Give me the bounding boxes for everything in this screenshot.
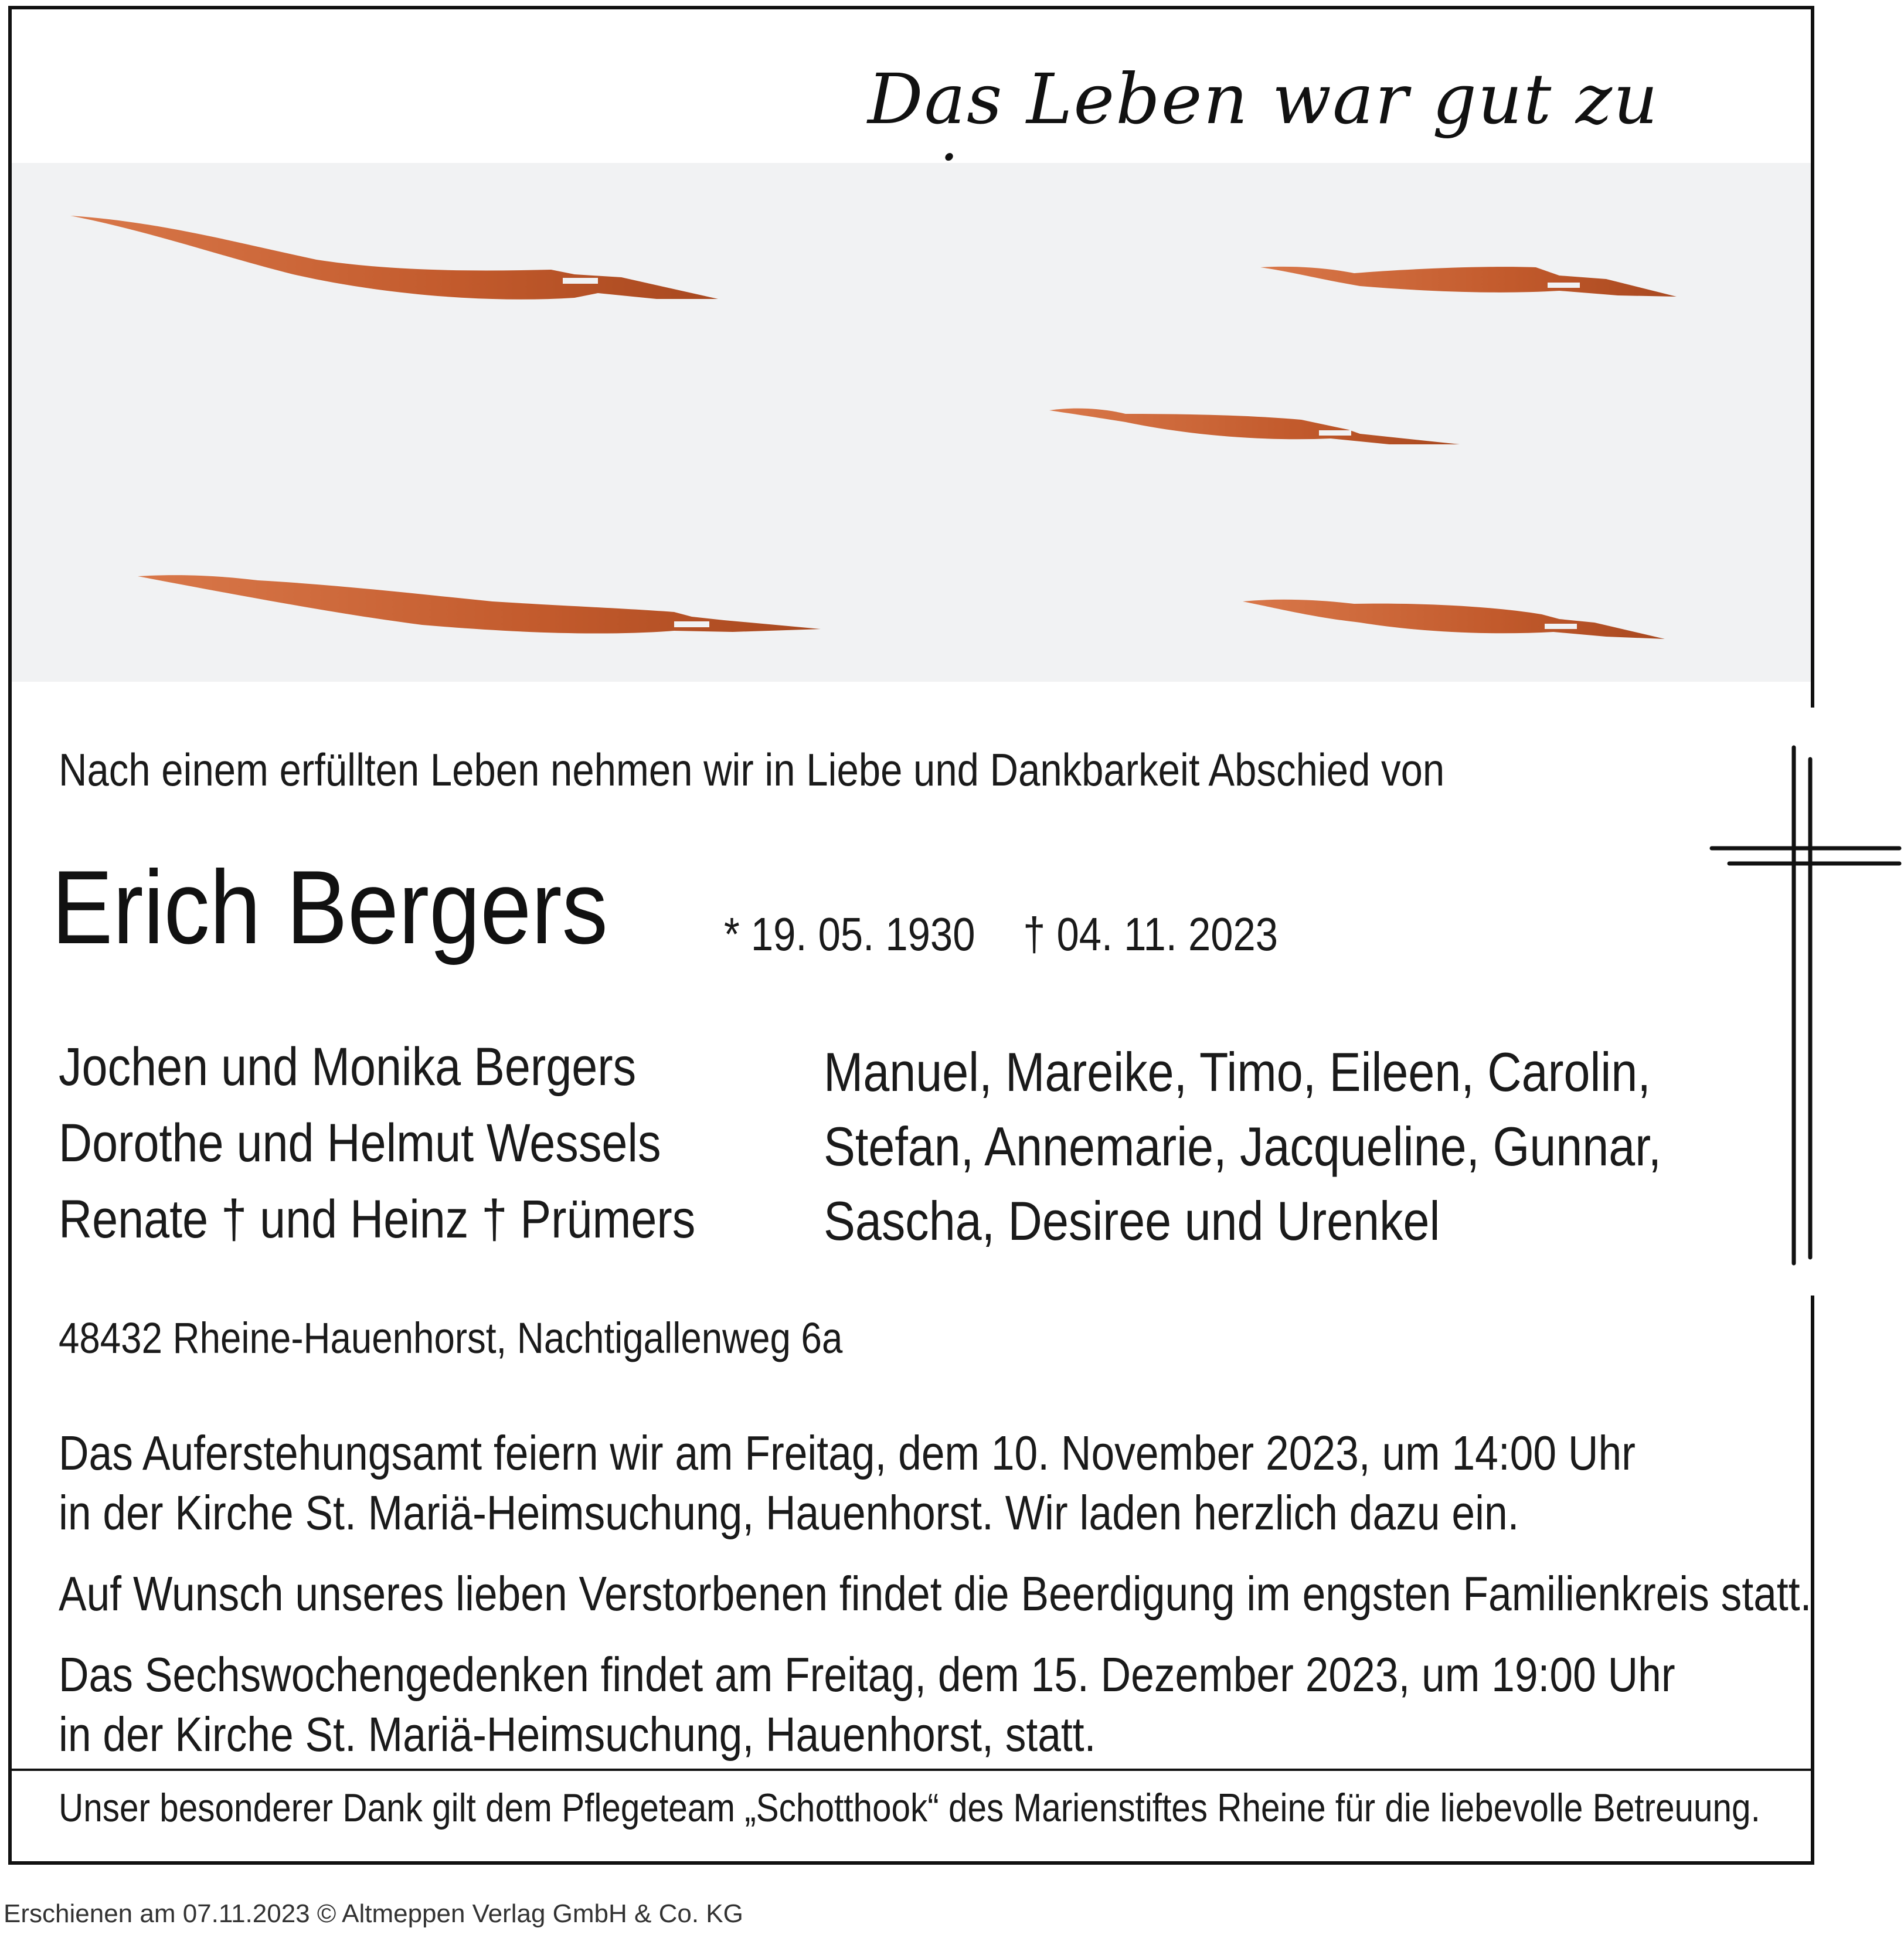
intro-text: Nach einem erfüllten Leben nehmen wir in Liebe und Dankbarkeit Abschied von: [59, 744, 1445, 795]
grandchildren-line-1: Manuel, Mareike, Timo, Eileen, Carolin,: [824, 1041, 1651, 1103]
crane-3: [1049, 409, 1460, 444]
crane-2: [1260, 267, 1677, 297]
children-line-2: Dorothe und Helmut Wessels: [59, 1113, 661, 1173]
cross-icon: [1706, 742, 1904, 1269]
grandchildren-line-2: Stefan, Annemarie, Jacqueline, Gunnar,: [824, 1116, 1662, 1177]
frame-bottom-border: [8, 1861, 1814, 1865]
grandchildren-list: [824, 1035, 1661, 1258]
frame-right-border-upper: [1811, 6, 1814, 708]
crane-4: [138, 575, 821, 633]
death-date: † 04. 11. 2023: [1023, 908, 1278, 960]
life-dates: [724, 907, 1326, 961]
service-line-5: in der Kirche St. Mariä-Heimsuchung, Hauenhorst, statt.: [59, 1707, 1096, 1762]
address: 48432 Rheine-Hauenhorst, Nachtigallenweg 6a: [59, 1314, 843, 1362]
publication-footer: Erschienen am 07.11.2023 © Altmeppen Verlag GmbH & Co. KG: [4, 1899, 743, 1928]
service-line-4: Das Sechswochengedenken findet am Freitag, dem 15. Dezember 2023, um 19:00 Uhr: [59, 1647, 1675, 1702]
service-line-1: Das Auferstehungsamt feiern wir am Freitag, dem 10. November 2023, um 14:00 Uhr: [59, 1426, 1636, 1480]
frame-top-border: [8, 6, 1814, 9]
birth-date: * 19. 05. 1930: [724, 908, 975, 960]
children-list: [59, 1029, 695, 1257]
service-line-2: in der Kirche St. Mariä-Heimsuchung, Hauenhorst. Wir laden herzlich dazu ein.: [59, 1485, 1519, 1540]
service-info: [59, 1423, 1811, 1764]
divider: [12, 1769, 1811, 1771]
flying-cranes-illustration: [12, 163, 1811, 682]
cranes-image: [12, 163, 1811, 682]
service-line-3: Auf Wunsch unseres lieben Verstorbenen findet die Beerdigung im engsten Familienkreis statt.: [59, 1566, 1812, 1621]
deceased-name: Erich Bergers: [52, 849, 608, 965]
motto-heading: Das Leben war gut zu: [868, 59, 1659, 140]
grandchildren-line-3: Sascha, Desiree und Urenkel: [824, 1190, 1440, 1252]
crane-5: [1243, 600, 1665, 639]
thanks-note: Unser besonderer Dank gilt dem Pflegeteam „Schotthook“ des Marienstiftes Rheine für die liebevolle Betreuung.: [59, 1786, 1760, 1830]
crane-1: [70, 216, 718, 300]
children-line-3: Renate † und Heinz † Prümers: [59, 1189, 696, 1249]
children-line-1: Jochen und Monika Bergers: [59, 1037, 637, 1097]
